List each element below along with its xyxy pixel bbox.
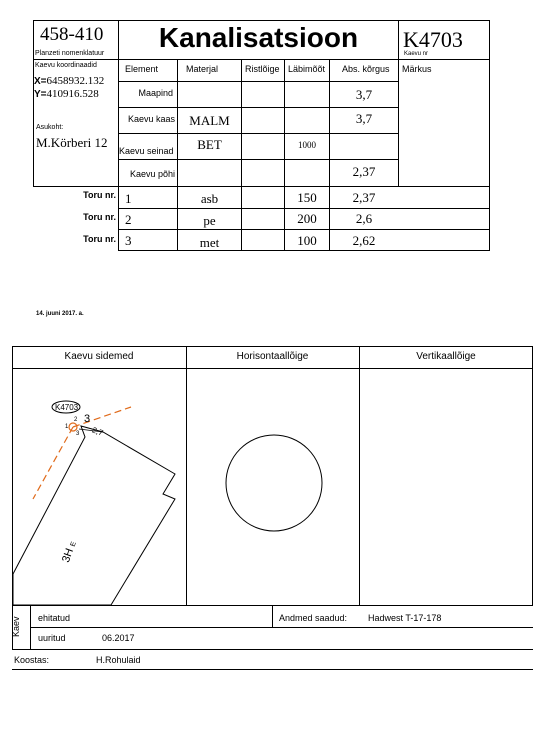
- data-source-label: Andmed saadud:: [279, 613, 348, 623]
- row-element: Kaevu kaas: [127, 114, 175, 124]
- pipe-material: pe: [203, 213, 216, 228]
- horizontal-section-drawing: [187, 369, 359, 605]
- building-outline: [13, 426, 175, 605]
- side-label-well: Kaev: [11, 616, 21, 637]
- location-value: M.Körberi 12: [36, 135, 108, 150]
- surveyed-value: 06.2017: [102, 633, 135, 643]
- col-material: Materjal: [186, 64, 219, 74]
- pipe-number: 3: [125, 233, 132, 248]
- coordinates-label: Kaevu koordinaadid: [35, 62, 97, 69]
- x-coordinate: [34, 75, 104, 87]
- row-element: Maapind: [138, 88, 173, 98]
- connections-sketch: [13, 369, 185, 605]
- section-connections-title: Kaevu sidemed: [64, 351, 134, 362]
- surveyed-label: uuritud: [38, 633, 66, 643]
- col-element: Element: [125, 64, 159, 74]
- col-abs-height: Abs. kõrgus: [342, 64, 390, 74]
- data-source-value: Hadwest T-17-178: [368, 613, 442, 623]
- well-no-label: Kaevu nr: [404, 51, 429, 57]
- well-cross-section-circle: [226, 435, 322, 531]
- building-number: 3H: [60, 546, 77, 565]
- page-title: Kanalisatsioon: [158, 22, 359, 53]
- pipe-number-3: 3: [76, 431, 80, 437]
- pipe-number-1: 1: [65, 424, 69, 430]
- dimension-label: 2,7: [90, 425, 105, 438]
- y-value: 410916.528: [46, 88, 99, 100]
- y-coordinate: [34, 88, 99, 100]
- pipe-diameter: 100: [297, 233, 317, 248]
- location-label: Asukoht:: [36, 124, 64, 131]
- pipe-material: met: [199, 235, 220, 250]
- pipe-abs-height: 2,6: [355, 211, 373, 226]
- pipe-line: [33, 427, 73, 499]
- pipe-label: Toru nr.: [83, 234, 116, 244]
- col-remark: Märkus: [402, 64, 432, 74]
- well-label: K4703: [55, 403, 79, 412]
- row-abs-height: 3,7: [355, 87, 373, 102]
- x-label: X=: [34, 76, 47, 87]
- pipe-label: Toru nr.: [83, 212, 116, 222]
- row-material: BET: [197, 137, 222, 152]
- x-value: 6458932.132: [46, 75, 105, 87]
- building-sub: E: [69, 540, 78, 548]
- pipe-abs-height: 2,37: [352, 190, 376, 205]
- col-cross-section: Ristlõige: [245, 64, 280, 74]
- row-abs-height: 2,37: [352, 164, 376, 179]
- pipe-number-2: 2: [74, 417, 78, 423]
- row-abs-height: 3,7: [355, 111, 373, 126]
- y-label: Y=: [34, 89, 47, 100]
- row-element: Kaevu seinad: [119, 146, 174, 156]
- nomenclature-value: 458-410: [40, 24, 104, 45]
- pipe-number: 2: [125, 212, 132, 227]
- pipe-abs-height: 2,62: [352, 233, 376, 248]
- compiled-label: Koostas:: [14, 655, 50, 665]
- row-diameter: 1000: [298, 140, 316, 150]
- pipe-diameter: 200: [297, 211, 317, 226]
- row-material: MALM: [189, 113, 230, 128]
- row-element: Kaevu põhi: [129, 169, 175, 179]
- section-vertical-title: Vertikaallõige: [416, 351, 476, 362]
- document-date: 14. juuni 2017. a.: [36, 311, 84, 317]
- pipe-number: 1: [125, 191, 132, 206]
- pipe-label: Toru nr.: [83, 190, 116, 200]
- nomenclature-label: Planzeti nomenklatuur: [35, 50, 105, 57]
- built-label: ehitatud: [38, 613, 71, 623]
- pipe-material: asb: [200, 191, 219, 206]
- well-no-value: K4703: [403, 27, 463, 52]
- pipe-label-3: 3: [84, 413, 91, 425]
- compiled-value: H.Rohulaid: [96, 655, 141, 665]
- col-diameter: Läbimõõt: [288, 64, 326, 74]
- pipe-line: [73, 407, 131, 427]
- pipe-diameter: 150: [297, 190, 317, 205]
- section-horizontal-title: Horisontaallõige: [236, 351, 309, 362]
